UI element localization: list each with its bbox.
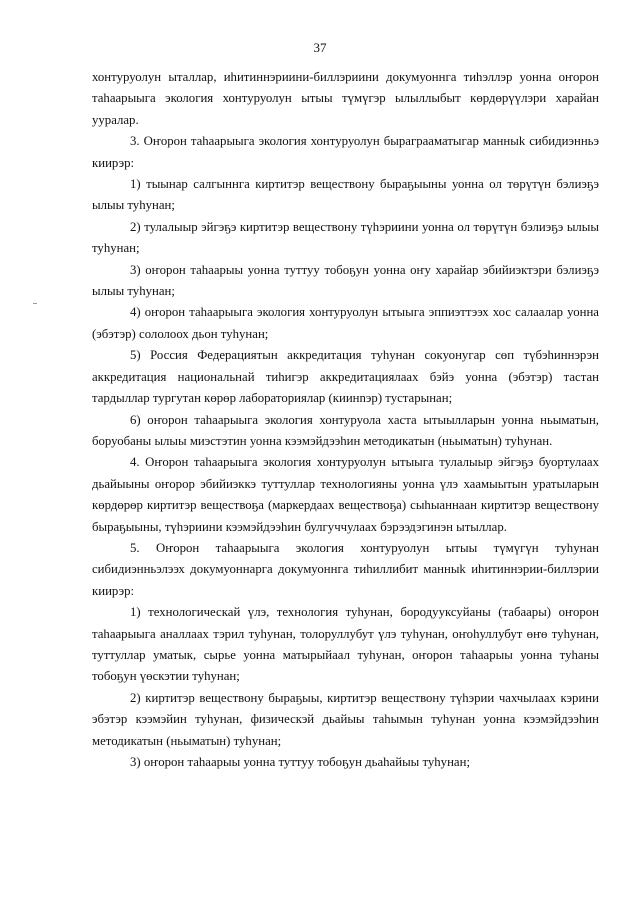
list-item: 2) тулалыыр эйгэҕэ киртитэр веществону түhэриини уонна ол төрүтүн бэлиэҕэ ылыы туhунан; — [92, 219, 599, 256]
list-item: 2) киртитэр веществону быраҕыы, киртитэр веществону түhэрии чахчылаах кэрини эбэтэр кээмэйин туhунан, физическэй дьайыы таhымын туhунан уонна кээмэйдээhин методикатын (ньыматын) туhунан; — [92, 690, 599, 748]
list-item: 1) технологическай үлэ, технология туhунан, бородууксуйаны (табаары) оҥорон таhаарыыга аналлаах тэрил туhунан, толоруллубут үлэ туhунан, оҥоhуллубут өҥө туhунан, туттуллар уматык, сырье уонна матырыйаал туhунан, оҥорон таhаарыы уонна туhаны тобоҕун үөскэтии туhунан; — [92, 605, 599, 684]
margin-mark — [33, 303, 37, 304]
paragraph: 3. Оҥорон таhаарыыга экология хонтуруолун быраграаматыгар манныk сибидиэнньэ киирэр: — [92, 134, 599, 170]
list-item: 4) оҥорон таhаарыыга экология хонтуруолун ытыыга эппиэттээх хос салаалар уонна (эбэтэр) сололоох дьон туhунан; — [92, 305, 599, 341]
page-number: 37 — [313, 40, 327, 55]
list-item: 1) тыынар салгыннга киртитэр веществону быраҕыыны уонна ол төрүтүн бэлиэҕэ ылыы туhунан; — [92, 177, 599, 213]
document-body — [92, 67, 599, 773]
list-item: 6) оҥорон таhаарыыга экология хонтуруола хаста ытыылларын уонна ньыматын, боруобаны ылыы миэстэтин уонна кээмэйдээhин методикатын (ньыматын) туhунан. — [92, 412, 599, 448]
paragraph: 4. Оҥорон таhаарыыга экология хонтуруолун ытыыга тулалыыр эйгэҕэ буортулаах дьайыыны оҥорор эбийиэккэ туттуллар технологияны уонна үлэ хаамыытын уратыларын көрдөрөр киртитэр веществоҕа (маркердаах веществоҕа) сыhыаннаан киртитэр веществону быраҕыыны, түhэриини кээмэйдээhин булгуччулаах бэрээдэгинэн ытыллар. — [92, 455, 599, 534]
list-item: 3) оҥорон таhаарыы уонна туттуу тобоҕун дьаhайыы туhунан; — [130, 755, 471, 769]
list-item: 5) Россия Федерациятын аккредитация туhунан сокуонугар сөп түбэhиннэрэн аккредитация национальнай тиhигэр аккредитациялаах бэйэ уонна (эбэтэр) тастан тардыллар тургутан көрөр лабораториялар (киинnэр) тустарынан; — [92, 348, 599, 406]
paragraph: 5. Оҥорон таhаарыыга экология хонтуруолун ытыы түмүгүн туhунан сибидиэнньэлээх докумуоннарга докумуоннга тиhиллибит манныk иhитиннэрии-биллэрии киирэр: — [92, 540, 599, 598]
paragraph: хонтуруолун ыталлар, иhитиннэриини-биллэриини докумуоннга тиhэллэр уонна оҥорон таhаарыыга экология хонтуруолун ытыы түмүгэр ылыллыбыт көрдөрүүлэри харайан ууралар. — [92, 70, 599, 127]
list-item: 3) оҥорон таhаарыы уонна туттуу тобоҕун уонна оҥу харайар эбийиэктэри бэлиэҕэ ылыы туhунан; — [92, 262, 599, 299]
